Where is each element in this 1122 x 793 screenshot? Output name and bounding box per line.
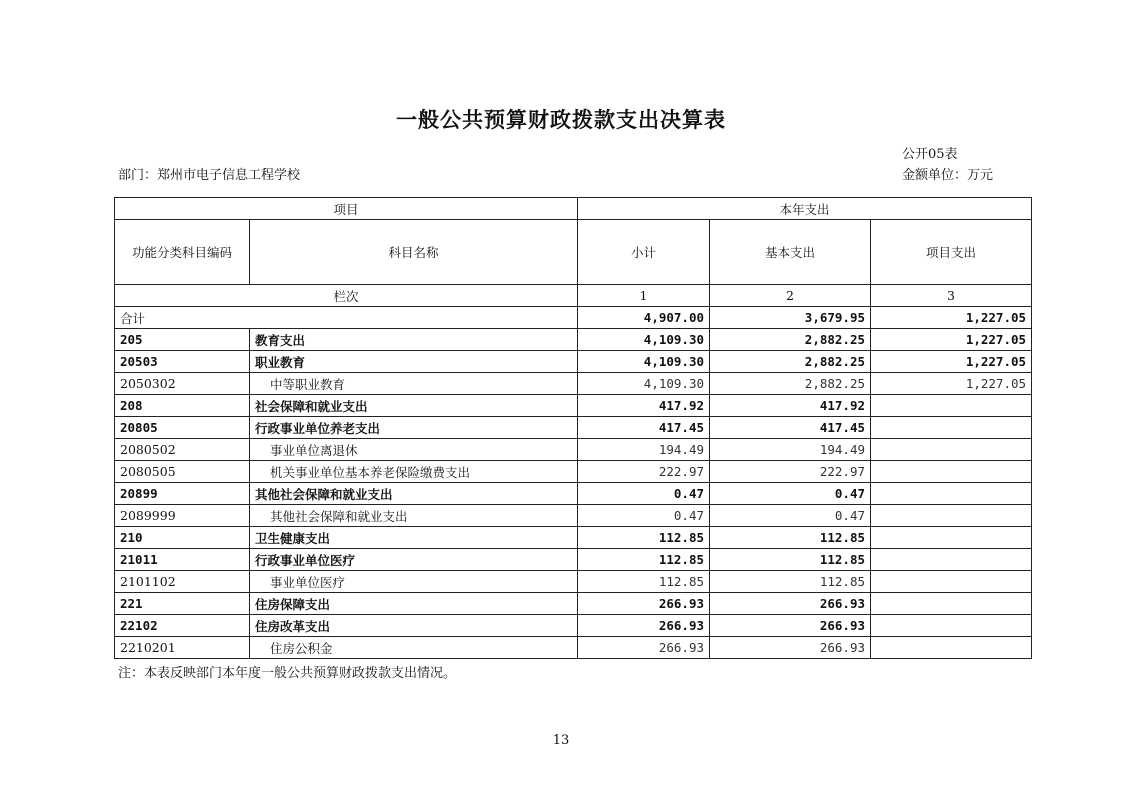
row-project [871,483,1032,505]
row-basic: 417.45 [710,417,871,439]
column-index-2: 2 [710,285,871,307]
table-row [115,549,1032,571]
row-code: 2080505 [115,461,250,483]
header-current-year: 本年支出 [578,198,1032,220]
row-subtotal: 112.85 [578,571,710,593]
table-row [115,615,1032,637]
header-basic: 基本支出 [710,220,871,285]
row-basic: 266.93 [710,593,871,615]
row-project [871,571,1032,593]
row-code: 205 [115,329,250,351]
row-basic: 112.85 [710,527,871,549]
row-subtotal: 4,109.30 [578,329,710,351]
row-name: 卫生健康支出 [250,527,578,549]
row-subtotal: 266.93 [578,637,710,659]
table-row [115,483,1032,505]
row-name: 职业教育 [250,351,578,373]
row-name: 住房改革支出 [250,615,578,637]
total-row [115,307,1032,329]
row-project: 1,227.05 [871,351,1032,373]
header-project-expense: 项目支出 [871,220,1032,285]
row-basic: 2,882.25 [710,329,871,351]
header-row-1 [115,198,1032,220]
header-row-2 [115,220,1032,285]
row-subtotal: 266.93 [578,593,710,615]
table-row [115,593,1032,615]
table-row [115,571,1032,593]
row-project [871,527,1032,549]
column-index-label: 栏次 [115,285,578,307]
row-name: 社会保障和就业支出 [250,395,578,417]
row-name: 住房保障支出 [250,593,578,615]
row-subtotal: 0.47 [578,483,710,505]
total-label: 合计 [115,307,578,329]
row-basic: 2,882.25 [710,373,871,395]
row-name: 行政事业单位医疗 [250,549,578,571]
row-basic: 112.85 [710,571,871,593]
row-code: 2101102 [115,571,250,593]
row-code: 20899 [115,483,250,505]
table-row [115,373,1032,395]
row-project [871,461,1032,483]
row-basic: 112.85 [710,549,871,571]
row-code: 21011 [115,549,250,571]
column-index-3: 3 [871,285,1032,307]
row-subtotal: 266.93 [578,615,710,637]
row-code: 20805 [115,417,250,439]
row-name: 行政事业单位养老支出 [250,417,578,439]
expenditure-table [114,197,1032,659]
row-project [871,395,1032,417]
row-name: 其他社会保障和就业支出 [250,483,578,505]
row-basic: 266.93 [710,615,871,637]
row-basic: 194.49 [710,439,871,461]
row-basic: 2,882.25 [710,351,871,373]
header-project: 项目 [115,198,578,220]
column-index-1: 1 [578,285,710,307]
department-label: 部门：郑州市电子信息工程学校 [118,168,301,183]
row-project [871,593,1032,615]
row-subtotal: 417.45 [578,417,710,439]
row-project [871,439,1032,461]
row-name: 住房公积金 [250,637,578,659]
row-code: 20503 [115,351,250,373]
row-project [871,505,1032,527]
row-code: 22102 [115,615,250,637]
row-subtotal: 112.85 [578,549,710,571]
row-project [871,549,1032,571]
row-code: 221 [115,593,250,615]
footnote: 注：本表反映部门本年度一般公共预算财政拨款支出情况。 [118,666,457,681]
row-code: 2089999 [115,505,250,527]
row-project [871,637,1032,659]
form-number: 公开05表 [902,147,958,162]
row-subtotal: 4,109.30 [578,351,710,373]
row-subtotal: 222.97 [578,461,710,483]
table-row [115,351,1032,373]
table-row [115,527,1032,549]
row-project [871,417,1032,439]
header-code: 功能分类科目编码 [115,220,250,285]
row-basic: 0.47 [710,505,871,527]
table-row [115,461,1032,483]
header-subtotal: 小计 [578,220,710,285]
row-name: 机关事业单位基本养老保险缴费支出 [250,461,578,483]
row-subtotal: 194.49 [578,439,710,461]
page-number: 13 [552,733,570,748]
row-name: 中等职业教育 [250,373,578,395]
table-row [115,439,1032,461]
row-project: 1,227.05 [871,373,1032,395]
row-subtotal: 0.47 [578,505,710,527]
row-basic: 0.47 [710,483,871,505]
header-name: 科目名称 [250,220,578,285]
row-name: 其他社会保障和就业支出 [250,505,578,527]
table-row [115,395,1032,417]
table-row [115,637,1032,659]
total-project: 1,227.05 [871,307,1032,329]
row-basic: 266.93 [710,637,871,659]
row-project [871,615,1032,637]
row-code: 210 [115,527,250,549]
row-subtotal: 112.85 [578,527,710,549]
row-code: 2050302 [115,373,250,395]
row-subtotal: 4,109.30 [578,373,710,395]
table-row [115,505,1032,527]
row-subtotal: 417.92 [578,395,710,417]
amount-unit-label: 金额单位：万元 [902,168,994,183]
row-code: 2080502 [115,439,250,461]
row-basic: 417.92 [710,395,871,417]
row-basic: 222.97 [710,461,871,483]
table-row [115,329,1032,351]
row-project: 1,227.05 [871,329,1032,351]
row-name: 事业单位离退休 [250,439,578,461]
column-index-row [115,285,1032,307]
row-name: 教育支出 [250,329,578,351]
row-code: 208 [115,395,250,417]
row-name: 事业单位医疗 [250,571,578,593]
total-subtotal: 4,907.00 [578,307,710,329]
total-basic: 3,679.95 [710,307,871,329]
table-row [115,417,1032,439]
row-code: 2210201 [115,637,250,659]
page-title: 一般公共预算财政拨款支出决算表 [396,108,726,132]
